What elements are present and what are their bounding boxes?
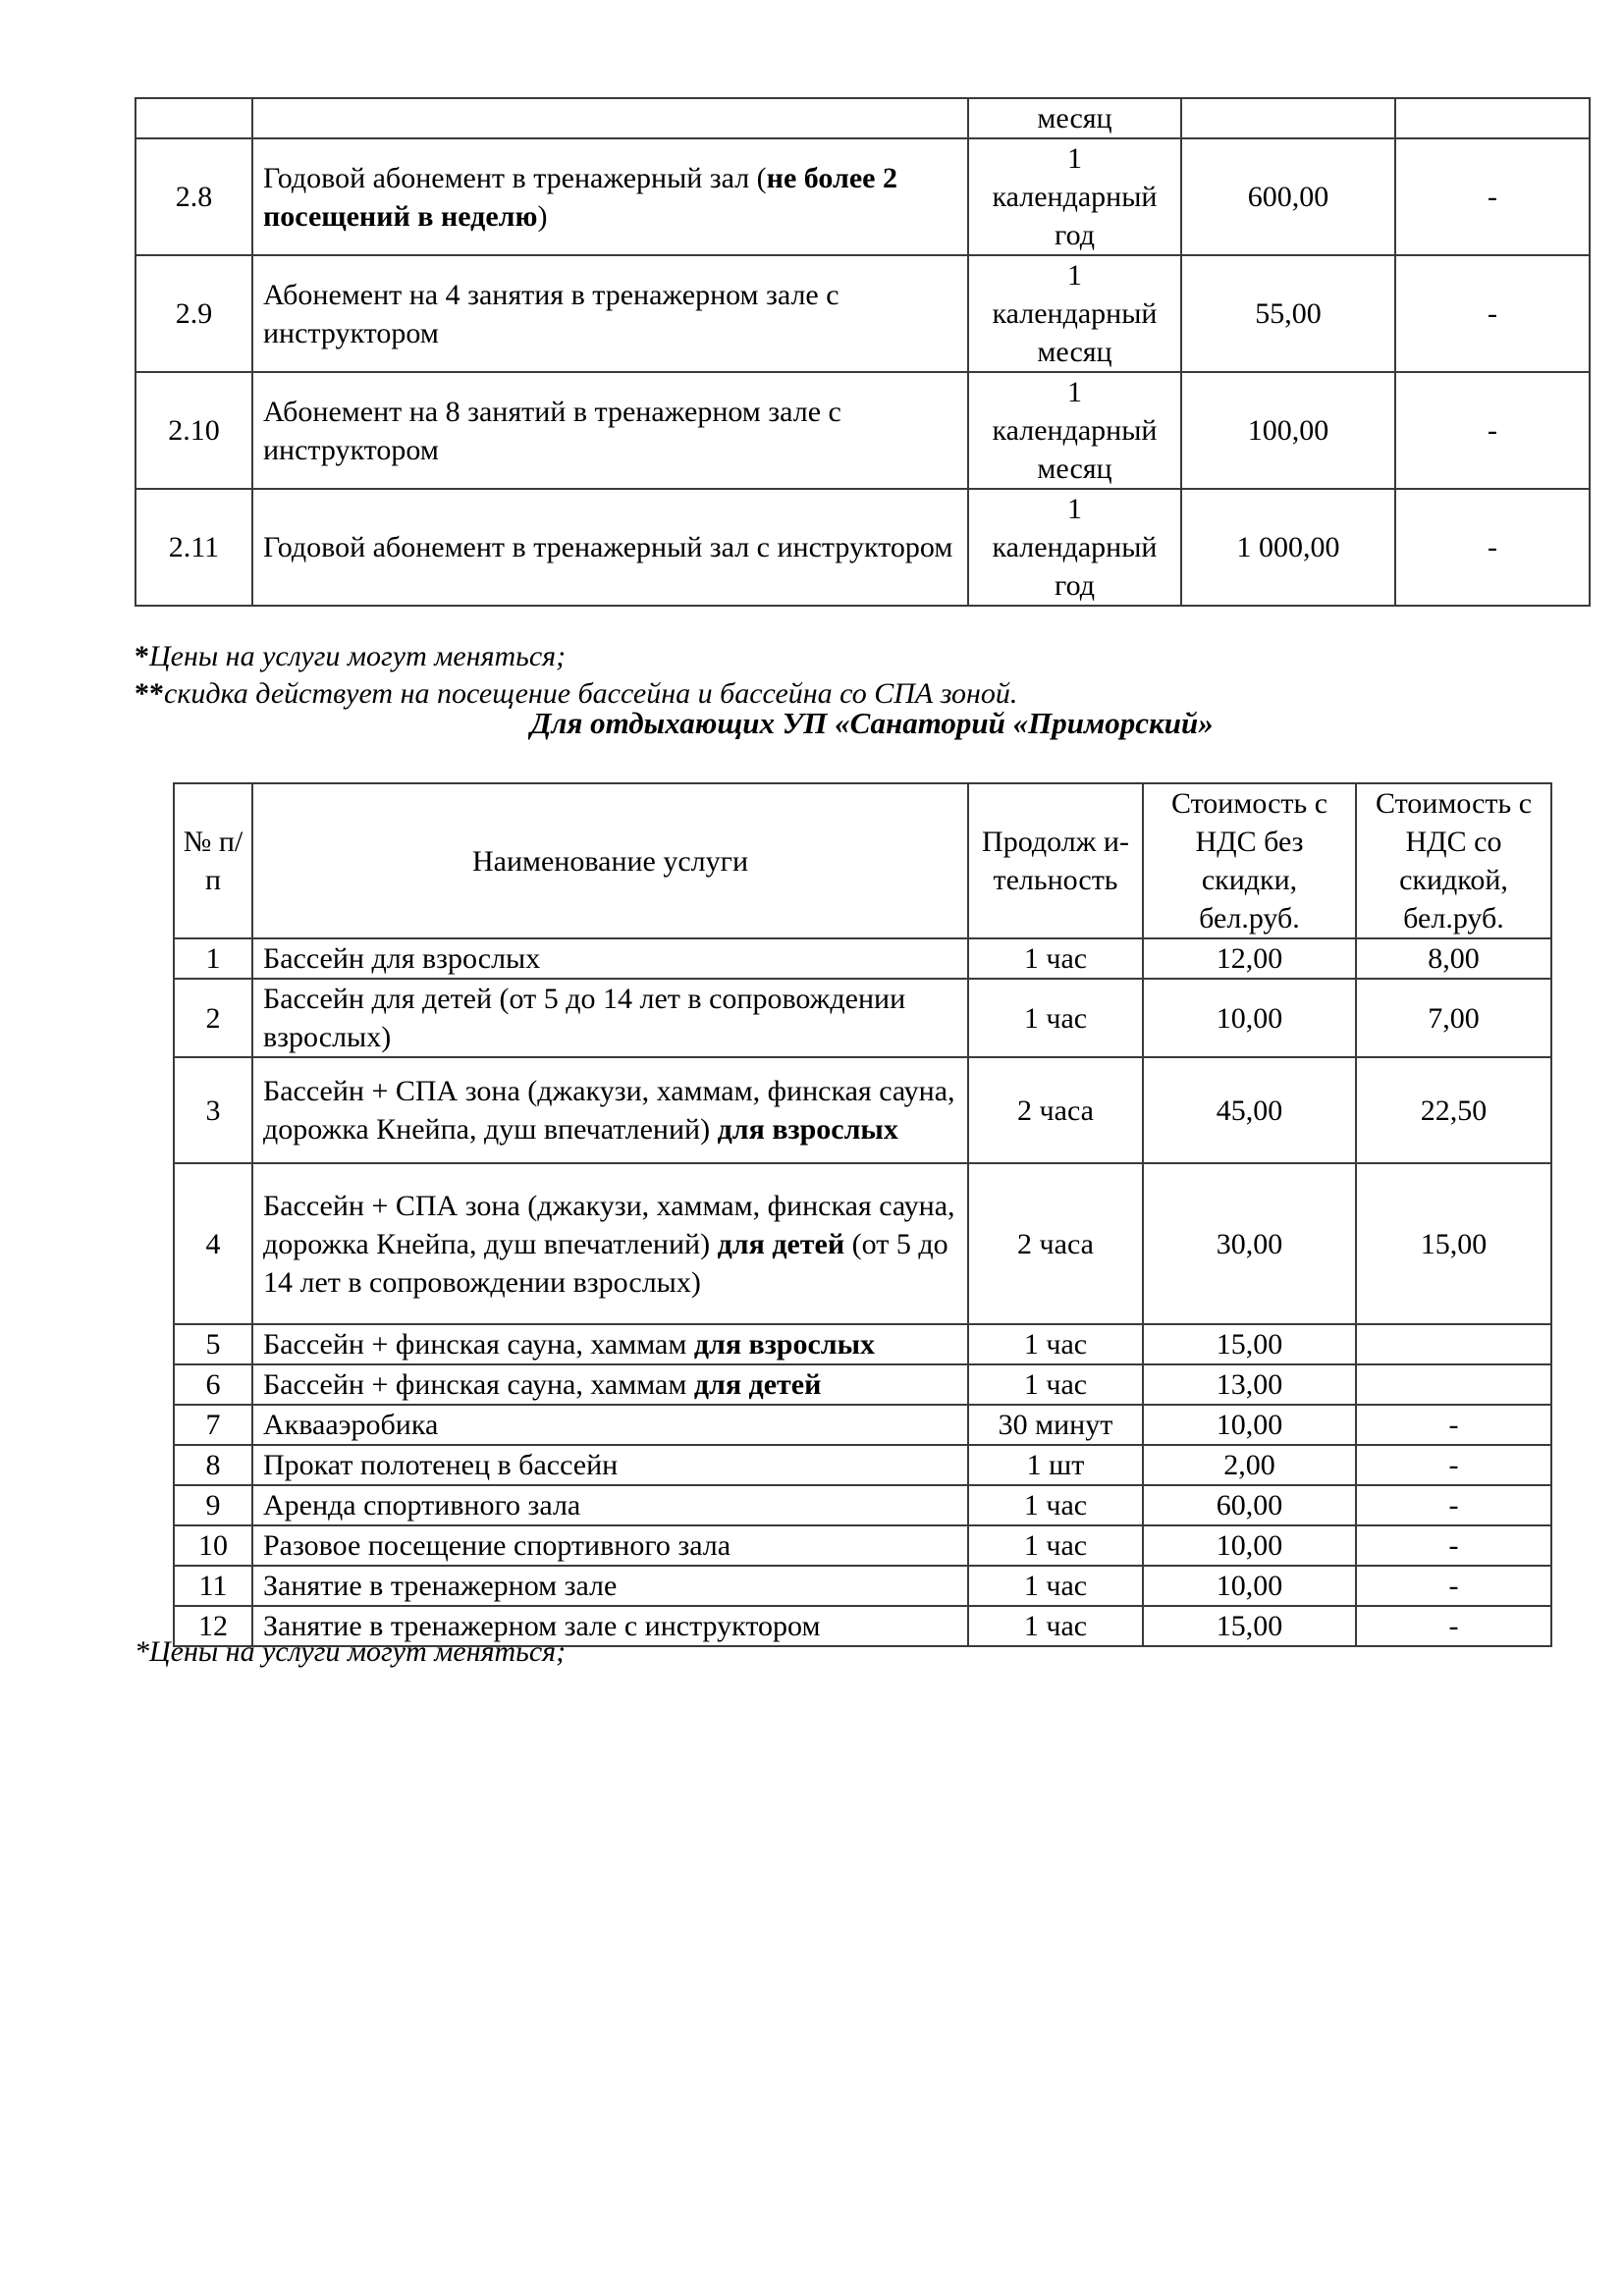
table-row [174, 1525, 1551, 1566]
price-discount [1356, 1364, 1551, 1405]
duration-line: 1 [1067, 376, 1082, 408]
row-number: 12 [174, 1606, 252, 1646]
service-name-bold: для взрослых [717, 1113, 898, 1146]
price-discount [1356, 1324, 1551, 1364]
price: 60,00 [1143, 1485, 1356, 1525]
service-name [252, 98, 968, 138]
table-row [174, 938, 1551, 979]
row-number: 2.9 [135, 255, 252, 372]
price: 45,00 [1143, 1057, 1356, 1163]
header-num: № п/п [174, 783, 252, 938]
price-discount: - [1395, 138, 1590, 255]
service-name [252, 1324, 968, 1364]
header-price: Стоимость с НДС без скидки, бел.руб. [1143, 783, 1356, 938]
service-name-bold: не более 2 посещений в неделю [263, 161, 897, 233]
duration [968, 138, 1181, 255]
duration-line: месяц [1037, 453, 1112, 485]
price: 1 000,00 [1181, 489, 1395, 606]
service-name-bold: для детей [717, 1227, 845, 1260]
row-number: 11 [174, 1566, 252, 1606]
price-discount: - [1356, 1525, 1551, 1566]
service-name [252, 138, 968, 255]
service-name: Занятие в тренажерном зале с инструктором [252, 1606, 968, 1646]
row-number: 2.10 [135, 372, 252, 489]
price-discount [1395, 98, 1590, 138]
price [1181, 98, 1395, 138]
service-name-text: Бассейн для детей (от 5 до 14 лет в сопровождении взрослых) [263, 983, 906, 1053]
row-number [135, 98, 252, 138]
duration: 1 шт [968, 1445, 1143, 1485]
row-number: 10 [174, 1525, 252, 1566]
service-name [252, 1163, 968, 1324]
price: 13,00 [1143, 1364, 1356, 1405]
duration: 1 час [968, 1525, 1143, 1566]
service-name-text: ) [537, 199, 548, 233]
duration: 1 час [968, 1324, 1143, 1364]
duration-line: 1 [1067, 259, 1082, 292]
row-number: 8 [174, 1445, 252, 1485]
service-name: Разовое посещение спортивного зала [252, 1525, 968, 1566]
duration: месяц [968, 98, 1181, 138]
footnote-price-change-bottom: *Цены на услуги могут меняться; [135, 1635, 567, 1668]
footnote-text: Цены на услуги могут меняться; [149, 640, 567, 672]
price: 2,00 [1143, 1445, 1356, 1485]
row-number: 2 [174, 979, 252, 1057]
service-name: Прокат полотенец в бассейн [252, 1445, 968, 1485]
service-name-bold: для взрослых [693, 1328, 876, 1361]
footnote-text: скидка действует на посещение бассейна и бассейна со СПА зоной. [164, 677, 1018, 710]
price: 100,00 [1181, 372, 1395, 489]
duration [968, 372, 1181, 489]
table-row [174, 1163, 1551, 1324]
service-name-text: Бассейн + СПА зона (джакузи, хаммам, финская сауна, дорожка Кнейпа, душ впечатлений) [263, 1075, 955, 1146]
price-discount: - [1356, 1405, 1551, 1445]
price-discount: - [1395, 489, 1590, 606]
service-name-text: Годовой абонемент в тренажерный зал ( [263, 161, 767, 194]
duration-line: год [1055, 219, 1095, 251]
table-row [174, 1566, 1551, 1606]
table-header-row [174, 783, 1551, 938]
header-name: Наименование услуги [252, 783, 968, 938]
price: 15,00 [1143, 1606, 1356, 1646]
service-name [252, 979, 968, 1057]
price-discount: 7,00 [1356, 979, 1551, 1057]
price: 12,00 [1143, 938, 1356, 979]
duration [968, 255, 1181, 372]
table-row [174, 1057, 1551, 1163]
price-discount: - [1356, 1485, 1551, 1525]
price-discount: - [1356, 1445, 1551, 1485]
table-row [174, 1405, 1551, 1445]
duration: 2 часа [968, 1163, 1143, 1324]
table-row [174, 979, 1551, 1057]
service-name-text: Бассейн + финская сауна, хаммам [263, 1368, 694, 1401]
duration-line: календарный [992, 181, 1158, 213]
row-number: 2.11 [135, 489, 252, 606]
row-number: 6 [174, 1364, 252, 1405]
table-row [135, 489, 1590, 606]
table-row [174, 1485, 1551, 1525]
duration [968, 489, 1181, 606]
row-number: 1 [174, 938, 252, 979]
duration: 1 час [968, 938, 1143, 979]
duration: 1 час [968, 979, 1143, 1057]
table-row [135, 98, 1590, 138]
price-discount: 15,00 [1356, 1163, 1551, 1324]
service-name-bold: для детей [693, 1368, 822, 1401]
price: 15,00 [1143, 1324, 1356, 1364]
price-table-sanatorium [173, 782, 1552, 1647]
footnote-price-change [135, 638, 566, 675]
price: 10,00 [1143, 979, 1356, 1057]
service-name: Аренда спортивного зала [252, 1485, 968, 1525]
row-number: 4 [174, 1163, 252, 1324]
price-discount: - [1395, 372, 1590, 489]
price-discount: - [1395, 255, 1590, 372]
duration: 1 час [968, 1485, 1143, 1525]
price-discount: - [1356, 1566, 1551, 1606]
row-number: 3 [174, 1057, 252, 1163]
table-row [174, 1364, 1551, 1405]
price-table-continued [135, 97, 1591, 607]
service-name [252, 1057, 968, 1163]
section-title: Для отдыхающих УП «Санаторий «Приморский» [530, 706, 1214, 740]
service-name-text: (от 5 до 14 лет в сопровождении взрослых) [263, 1227, 948, 1299]
row-number: 7 [174, 1405, 252, 1445]
footnote-marker: ** [135, 677, 164, 710]
duration-line: 1 [1067, 493, 1082, 525]
duration-line: год [1055, 569, 1095, 602]
duration-line: месяц [1037, 336, 1112, 368]
service-name-text: Бассейн для взрослых [263, 942, 541, 975]
table-row [135, 138, 1590, 255]
header-duration: Продолж и-тельность [968, 783, 1143, 938]
duration-line: 1 [1067, 142, 1082, 175]
price-discount: - [1356, 1606, 1551, 1646]
service-name: Абонемент на 4 занятия в тренажерном зале с инструктором [252, 255, 968, 372]
duration-line: календарный [992, 414, 1158, 447]
duration: 30 минут [968, 1405, 1143, 1445]
duration: 1 час [968, 1364, 1143, 1405]
service-name: Занятие в тренажерном зале [252, 1566, 968, 1606]
price: 10,00 [1143, 1405, 1356, 1445]
price: 10,00 [1143, 1525, 1356, 1566]
table-row [174, 1445, 1551, 1485]
service-name: Аквааэробика [252, 1405, 968, 1445]
price-discount: 8,00 [1356, 938, 1551, 979]
table-row [135, 372, 1590, 489]
service-name [252, 1364, 968, 1405]
row-number: 2.8 [135, 138, 252, 255]
price-discount: 22,50 [1356, 1057, 1551, 1163]
price: 30,00 [1143, 1163, 1356, 1324]
duration: 2 часа [968, 1057, 1143, 1163]
duration: 1 час [968, 1566, 1143, 1606]
table-row [174, 1324, 1551, 1364]
row-number: 5 [174, 1324, 252, 1364]
header-price-discount: Стоимость с НДС со скидкой, бел.руб. [1356, 783, 1551, 938]
row-number: 9 [174, 1485, 252, 1525]
duration-line: календарный [992, 531, 1158, 563]
service-name: Абонемент на 8 занятий в тренажерном зале с инструктором [252, 372, 968, 489]
service-name-text: Бассейн + СПА зона (джакузи, хаммам, финская сауна, дорожка Кнейпа, душ впечатлений) [263, 1189, 955, 1260]
service-name: Годовой абонемент в тренажерный зал с инструктором [252, 489, 968, 606]
price: 600,00 [1181, 138, 1395, 255]
duration-line: календарный [992, 297, 1158, 330]
footnote-marker: * [135, 640, 149, 672]
price: 10,00 [1143, 1566, 1356, 1606]
service-name-text: Бассейн + финская сауна, хаммам [263, 1328, 694, 1361]
duration: 1 час [968, 1606, 1143, 1646]
service-name [252, 938, 968, 979]
price: 55,00 [1181, 255, 1395, 372]
table-row [135, 255, 1590, 372]
